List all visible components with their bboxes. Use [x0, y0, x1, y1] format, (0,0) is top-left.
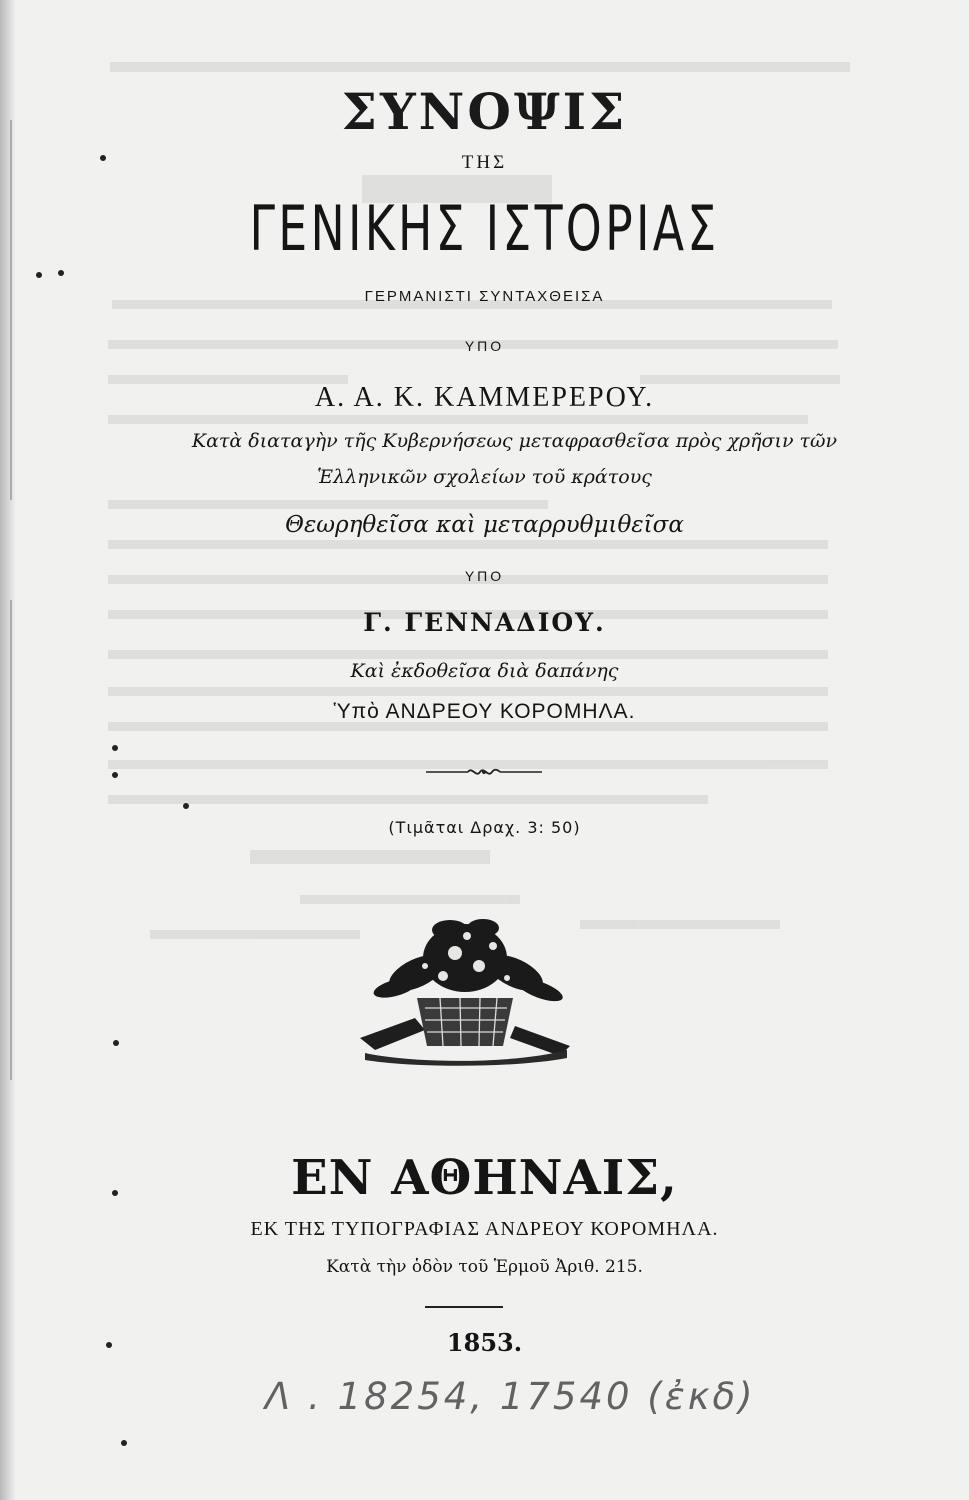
binding-hole: [121, 1440, 127, 1446]
schools-line: Ἑλληνικῶν σχολείων τοῦ κράτους: [317, 466, 652, 488]
binding-hole: [106, 1342, 112, 1348]
binding-hole: [112, 745, 118, 751]
street-address: Κατὰ τὴν ὁδὸν τοῦ Ἑρμοῦ Ἀριθ. 215.: [326, 1257, 643, 1277]
handwritten-shelfmark: Λ . 18254, 17540 (ἐκδ): [265, 1375, 756, 1418]
binding-hole: [183, 803, 189, 809]
revised-line: Θεωρηθεῖσα καὶ μεταρρυθμιθεῖσα: [285, 512, 684, 538]
published-by-line: Καὶ ἐκδοθεῖσα διὰ δαπάνης: [350, 660, 619, 682]
binding-hole: [113, 1040, 119, 1046]
binding-hole: [112, 772, 118, 778]
author-name: Α. Α. Κ. ΚΑΜΜΕΡΕΡΟΥ.: [314, 382, 655, 413]
divider-rule: [425, 1306, 503, 1308]
imprint-place: ΕΝ ΑΘΗΝΑΙΣ,: [291, 1150, 678, 1206]
binding-hole: [112, 1190, 118, 1196]
binding-hole: [100, 155, 106, 161]
article-line: ΤΗΣ: [461, 152, 508, 173]
by-line: ΥΠΟ: [464, 568, 505, 584]
flower-basket-vignette: [355, 918, 575, 1068]
binding-hole: [58, 270, 64, 276]
wavy-rule-ornament: [424, 766, 544, 778]
by-line: ΥΠΟ: [464, 338, 505, 354]
composed-line: ΓΕΡΜΑΝΙΣΤΙ ΣΥΝΤΑΧΘΕΙΣΑ: [364, 288, 605, 305]
synopsis-heading: ΣΥΝΟΨΙΣ: [341, 82, 628, 141]
publisher-name: Ὑπὸ ΑΝΔΡΕΟΥ ΚΟΡΟΜΗΛΑ.: [333, 700, 636, 723]
binding-hole: [36, 272, 42, 278]
price-line: (Τιμᾶται Δραχ. 3: 50): [388, 818, 581, 837]
government-order-line: Κατὰ διαταγὴν τῆς Κυβερνήσεως μεταφρασθεῖσα πρὸς χρῆσιν τῶν: [191, 430, 838, 452]
printing-house: ΕΚ ΤΗΣ ΤΥΠΟΓΡΑΦΙΑΣ ΑΝΔΡΕΟΥ ΚΟΡΟΜΗΛΑ.: [250, 1218, 719, 1240]
main-title: ΓΕΝΙΚΗΣ ΙΣΤΟΡΙΑΣ: [249, 192, 720, 265]
publication-year: 1853.: [446, 1328, 523, 1357]
reviser-name: Γ. ΓΕΝΝΑΔΙΟΥ.: [363, 608, 606, 637]
